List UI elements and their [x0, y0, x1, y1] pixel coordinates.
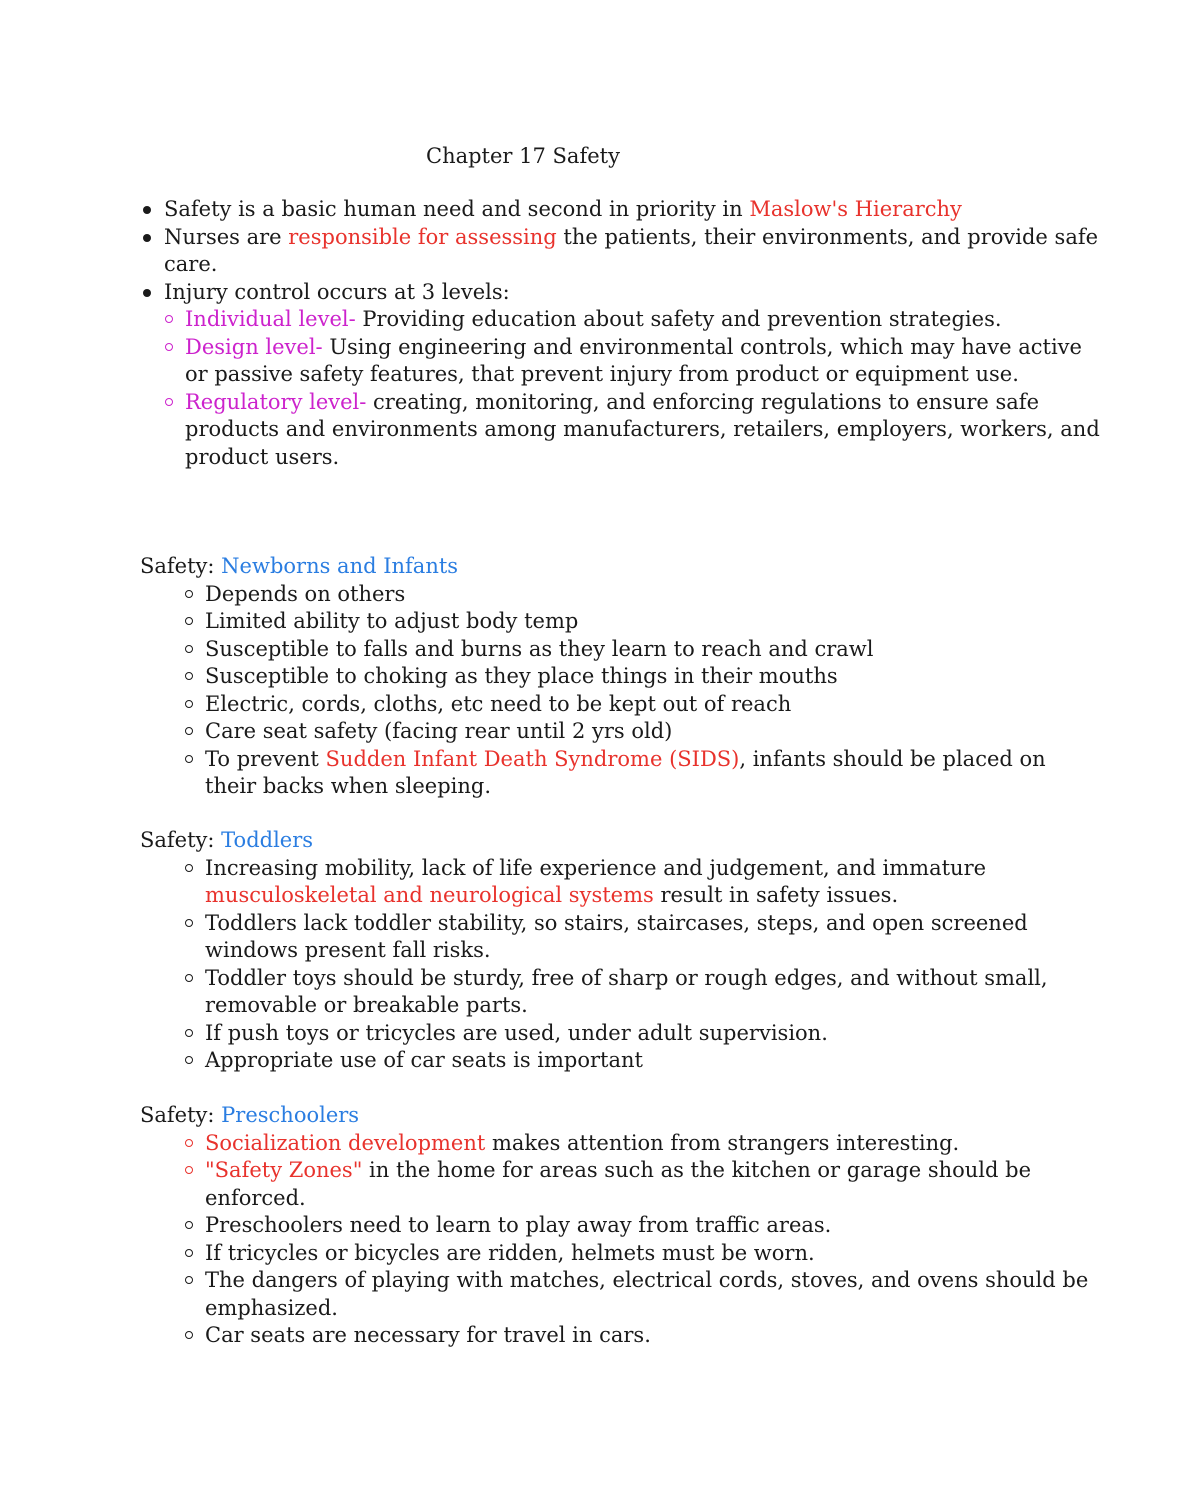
list-item: Care seat safety (facing rear until 2 yrs old)	[160, 718, 1100, 746]
highlight-responsible: responsible for assessing	[288, 224, 557, 249]
list-item: The dangers of playing with matches, electrical cords, stoves, and ovens should be emphasized.	[160, 1267, 1100, 1322]
list-item: Susceptible to falls and burns as they learn to reach and crawl	[160, 636, 1100, 664]
list-item: If tricycles or bicycles are ridden, helmets must be worn.	[160, 1240, 1100, 1268]
intro-section	[140, 196, 1100, 471]
newborns-list	[160, 581, 1100, 801]
level-item-individual: Individual level- Providing education about safety and prevention strategies.	[140, 306, 1100, 334]
preschoolers-list	[160, 1130, 1100, 1350]
list-item: Preschoolers need to learn to play away from traffic areas.	[160, 1212, 1100, 1240]
list-item: Injury control occurs at 3 levels: Individual level- Providing education about safety and prevention strategies. Design level- Using engineering and environmental controls, which may have active or passive safety features, that prevent injury from product or equipment use. Regulatory level- creating, monitoring, and enforcing regulations to ensure safe products and environments among manufacturers, retailers, employers, workers, and product users.	[140, 279, 1100, 472]
newborns-section	[140, 553, 1100, 801]
list-item: Car seats are necessary for travel in cars.	[160, 1322, 1100, 1350]
section-heading: Safety: Newborns and Infants	[140, 554, 459, 578]
list-item: Socialization development makes attention from strangers interesting.	[160, 1130, 1100, 1158]
list-item: Depends on others	[160, 581, 1100, 609]
section-heading: Safety: Toddlers	[140, 828, 314, 852]
list-item: Appropriate use of car seats is important	[160, 1047, 1100, 1075]
list-item: Limited ability to adjust body temp	[160, 608, 1100, 636]
list-item: Increasing mobility, lack of life experience and judgement, and immature musculoskeletal and neurological systems result in safety issues.	[160, 855, 1100, 910]
list-item: "Safety Zones" in the home for areas such as the kitchen or garage should be enforced.	[160, 1157, 1100, 1212]
highlight-systems: musculoskeletal and neurological systems	[205, 883, 654, 907]
level-item-design: Design level- Using engineering and environmental controls, which may have active or passive safety features, that prevent injury from product or equipment use.	[140, 334, 1100, 389]
injury-levels-list	[184, 306, 1100, 471]
highlight-sids: Sudden Infant Death Syndrome (SIDS)	[325, 746, 740, 771]
highlight-socialization: Socialization development	[205, 1130, 486, 1155]
list-item: If push toys or tricycles are used, under adult supervision.	[160, 1020, 1100, 1048]
list-item: Nurses are responsible for assessing the patients, their environments, and provide safe care.	[140, 224, 1100, 279]
list-item: Toddler toys should be sturdy, free of sharp or rough edges, and without small, removable or breakable parts.	[160, 965, 1100, 1020]
highlight-maslow: Maslow's Hierarchy	[749, 197, 962, 221]
page-title: Chapter 17 Safety	[426, 144, 620, 168]
intro-list	[140, 196, 1100, 471]
list-item: Susceptible to choking as they place things in their mouths	[160, 663, 1100, 691]
list-item: Safety is a basic human need and second in priority in Maslow's Hierarchy	[140, 196, 1100, 224]
preschoolers-section	[140, 1102, 1100, 1350]
list-item: Electric, cords, cloths, etc need to be kept out of reach	[160, 691, 1100, 719]
list-item: Toddlers lack toddler stability, so stairs, staircases, steps, and open screened windows present fall risks.	[160, 910, 1100, 965]
level-item-regulatory: Regulatory level- creating, monitoring, and enforcing regulations to ensure safe products and environments among manufacturers, retailers, employers, workers, and product users.	[140, 389, 1100, 472]
highlight-safety-zones: "Safety Zones"	[205, 1158, 363, 1182]
toddlers-list	[160, 855, 1100, 1075]
list-item: To prevent Sudden Infant Death Syndrome (SIDS), infants should be placed on their backs when sleeping.	[160, 746, 1100, 801]
toddlers-section	[140, 827, 1100, 1075]
section-heading: Safety: Preschoolers	[140, 1103, 360, 1127]
